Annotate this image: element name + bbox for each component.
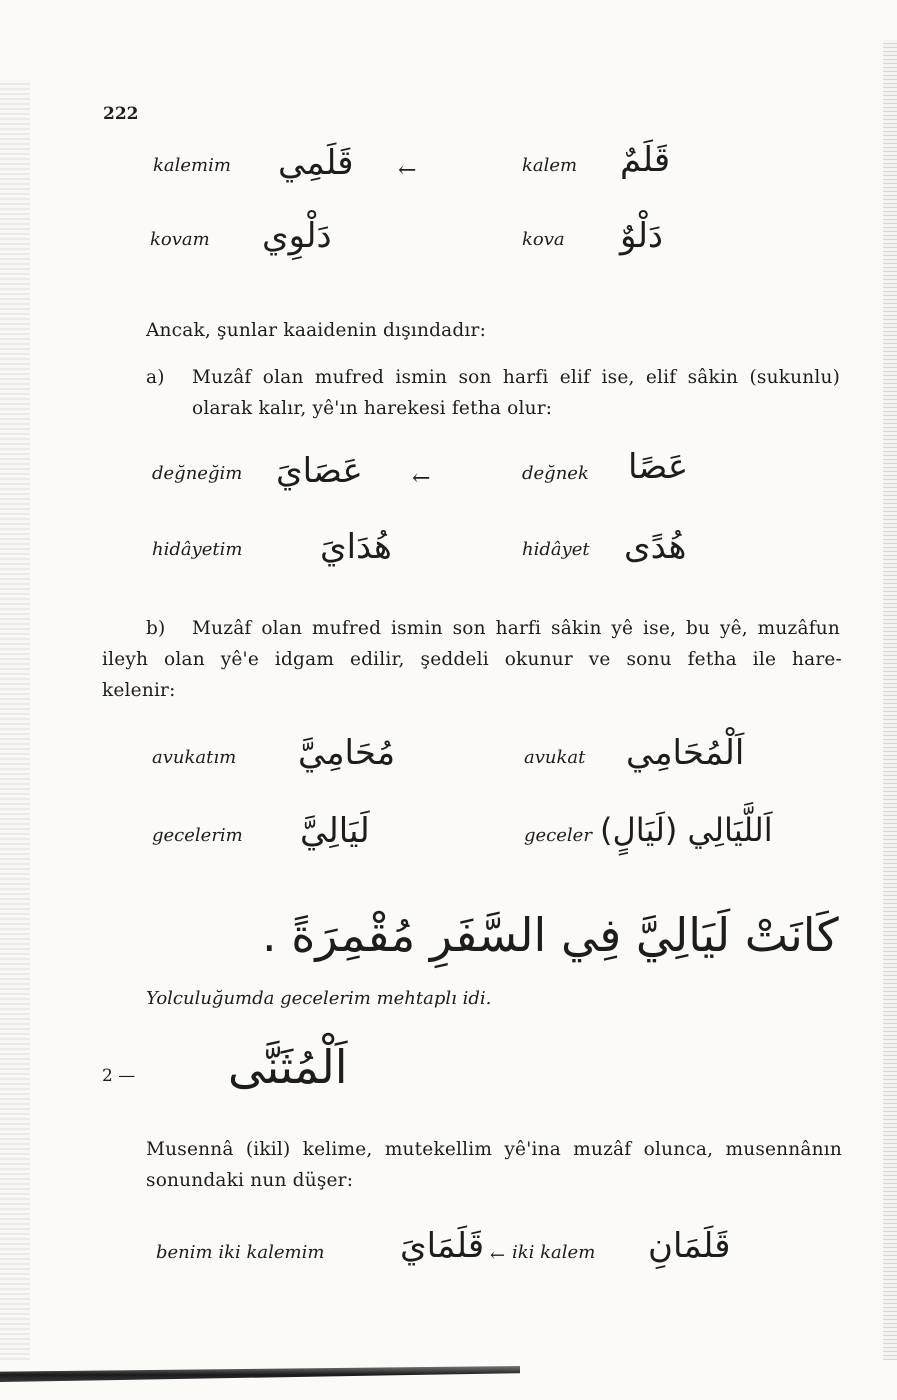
word-degnegim: değneğim bbox=[152, 463, 243, 484]
word-iki-kalem: iki kalem bbox=[512, 1242, 596, 1263]
word-avukat: avukat bbox=[524, 747, 586, 768]
arabic-dalvi: دَلْوِي bbox=[262, 216, 332, 256]
word-kalem: kalem bbox=[522, 155, 578, 176]
rule-a-line-2: olarak kalır, yê'ın harekesi fetha olur: bbox=[192, 398, 553, 419]
rule-b-line-3: kelenir: bbox=[102, 680, 176, 701]
word-benim-iki-kalemim: benim iki kalemim bbox=[156, 1242, 325, 1263]
arabic-example-sentence: كَانَتْ لَيَالِيَّ فِي السَّفَرِ مُقْمِرَةً . bbox=[262, 908, 839, 962]
musenna-line-1: Musennâ (ikil) kelime, mutekellim yê'ina muzâf olunca, musennânın bbox=[146, 1139, 842, 1160]
rule-a-line-1: Muzâf olan mufred ismin son harfi elif ise, elif sâkin (sukunlu) bbox=[192, 367, 840, 388]
arabic-asan: عَصًا bbox=[628, 447, 689, 487]
page-number: 222 bbox=[103, 104, 139, 124]
arrow-left-icon-2: ← bbox=[412, 466, 431, 491]
page-edge-right bbox=[883, 40, 897, 1360]
page-edge-left bbox=[0, 80, 30, 1360]
arabic-qalamani: قَلَمَانِ bbox=[648, 1226, 731, 1266]
example-translation: Yolculuğumda gecelerim mehtaplı idi. bbox=[146, 988, 492, 1009]
rule-b-label: b) bbox=[146, 618, 166, 639]
section-2-title: اَلْمُثَنَّى bbox=[228, 1040, 348, 1094]
word-gecelerim: gecelerim bbox=[152, 825, 243, 846]
arabic-hudaya: هُدَايَ bbox=[320, 527, 392, 567]
arabic-hudan: هُدًى bbox=[624, 527, 687, 567]
word-kovam: kovam bbox=[150, 229, 210, 250]
arabic-kalem: قَلَمٌ bbox=[620, 140, 671, 180]
arabic-dalv: دَلْوٌ bbox=[620, 216, 664, 256]
rule-b-line-1: Muzâf olan mufred ismin son harfi sâkin yê ise, bu yê, muzâfun bbox=[192, 618, 840, 639]
section-2-number: 2 — bbox=[102, 1066, 136, 1086]
word-kova: kova bbox=[522, 229, 565, 250]
intro-text: Ancak, şunlar kaaidenin dışındadır: bbox=[146, 320, 487, 341]
word-kalemim: kalemim bbox=[153, 155, 231, 176]
arrow-left-icon: ← bbox=[398, 158, 417, 183]
word-hidayet: hidâyet bbox=[522, 539, 590, 560]
musenna-line-2: sonundaki nun düşer: bbox=[146, 1170, 354, 1191]
arabic-muhamiyya: مُحَامِيَّ bbox=[298, 733, 396, 773]
arabic-layaliyya: لَيَالِيَّ bbox=[300, 811, 370, 851]
arabic-allayali: اَللَّيَالِي (لَيَالٍ) bbox=[600, 811, 773, 849]
word-degnek: değnek bbox=[522, 463, 589, 484]
word-hidayetim: hidâyetim bbox=[152, 539, 243, 560]
scan-shadow bbox=[0, 1366, 520, 1382]
arabic-asaya: عَصَايَ bbox=[276, 451, 363, 491]
word-avukatim: avukatım bbox=[152, 747, 237, 768]
arrow-left-icon-3: ← bbox=[490, 1245, 506, 1266]
arabic-almuhami: اَلْمُحَامِي bbox=[626, 733, 745, 773]
arabic-qalamaya: قَلَمَايَ bbox=[400, 1226, 485, 1266]
rule-b-line-2: ileyh olan yê'e idgam edilir, şeddeli okunur ve sonu fetha ile hare- bbox=[102, 649, 842, 670]
arabic-kalemi: قَلَمِي bbox=[278, 143, 354, 183]
word-geceler: geceler bbox=[524, 825, 592, 846]
rule-a-label: a) bbox=[146, 367, 165, 388]
